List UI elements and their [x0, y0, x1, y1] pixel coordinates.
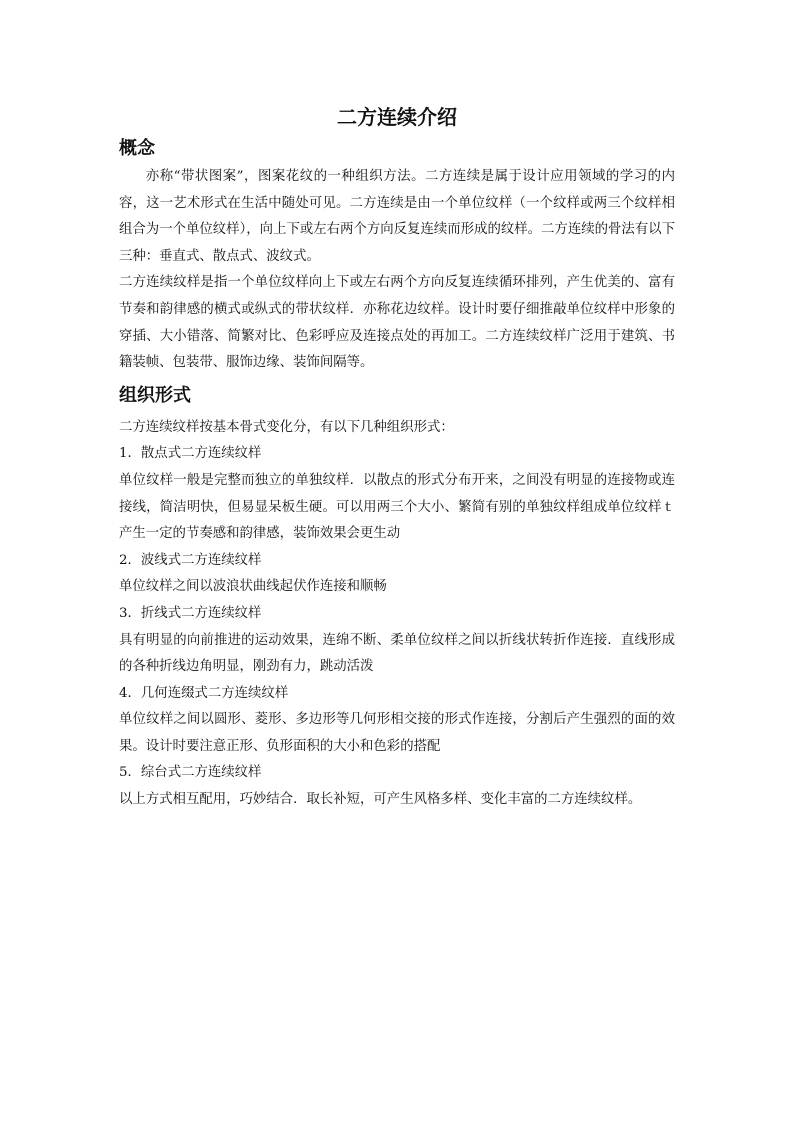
- document-body: [119, 100, 675, 814]
- section-heading-concept: 概念: [119, 138, 155, 159]
- concept-paragraph-2: 二方连续纹样是指一个单位纹样向上下或左右两个方向反复连续循环排列，产生优美的、富有节奏和韵律感的横式或纵式的带状纹样．亦称花边纹样。设计时要仔细推敲单位纹样中形象的穿插、大小错落、简繁对比、色彩呼应及连接点处的再加工。二方连续纹样广泛用于建筑、书籍装帧、包装带、服饰边缘、装饰间隔等。: [119, 275, 675, 371]
- form-item-title: 5．综台式二方连续纹样: [119, 765, 262, 781]
- concept-paragraph-1: 亦称“带状图案”，图案花纹的一种组织方法。二方连续是属于设计应用领域的学习的内容，这一艺术形式在生活中随处可见。二方连续是由一个单位纹样（一个纹样或两三个纹样相组合为一个单位纹样），向上下或左右两个方向反复连续而形成的纹样。二方连续的骨法有以下三种：垂直式、散点式、波纹式。: [119, 169, 675, 264]
- form-item-text: 单位纹样一般是完整而独立的单独纹样．以散点的形式分布开来，之间没有明显的连接物或连接线，简洁明快，但易显呆板生硬。可以用两三个大小、繁简有别的单独纹样组成单位纹样ｔ产生一定的节奏感和韵律感，装饰效果会更生动: [119, 472, 675, 542]
- form-item-title: 2．波线式二方连续纹样: [119, 552, 262, 568]
- form-item-text: 以上方式相互配用，巧妙结合．取长补短，可产生风格多样、变化丰富的二方连续纹样。: [119, 792, 642, 808]
- form-item-text: 单位纹样之间以圆形、菱形、多边形等几何形相交接的形式作连接，分割后产生强烈的面的效果。设计时要注意正形、负形面积的大小和色彩的搭配: [119, 712, 675, 754]
- section-heading-forms: 组织形式: [119, 384, 191, 406]
- forms-intro: 二方连续纹样按基本骨式变化分，有以下几种组织形式：: [119, 419, 454, 435]
- form-item-title: 3．折线式二方连续纹样: [119, 605, 262, 621]
- page-title: 二方连续介绍: [337, 105, 457, 129]
- form-item-title: 4．几何连缀式二方连续纹样: [119, 685, 289, 701]
- form-item-title: 1．散点式二方连续纹样: [119, 446, 262, 462]
- form-item-text: 单位纹样之间以波浪状曲线起伏作连接和顺畅: [119, 579, 387, 595]
- form-item-text: 具有明显的向前推进的运动效果，连绵不断、柔单位纹样之间以折线状转折作连接．直线形成的各种折线边角明显，刚劲有力，跳动活泼: [119, 632, 675, 675]
